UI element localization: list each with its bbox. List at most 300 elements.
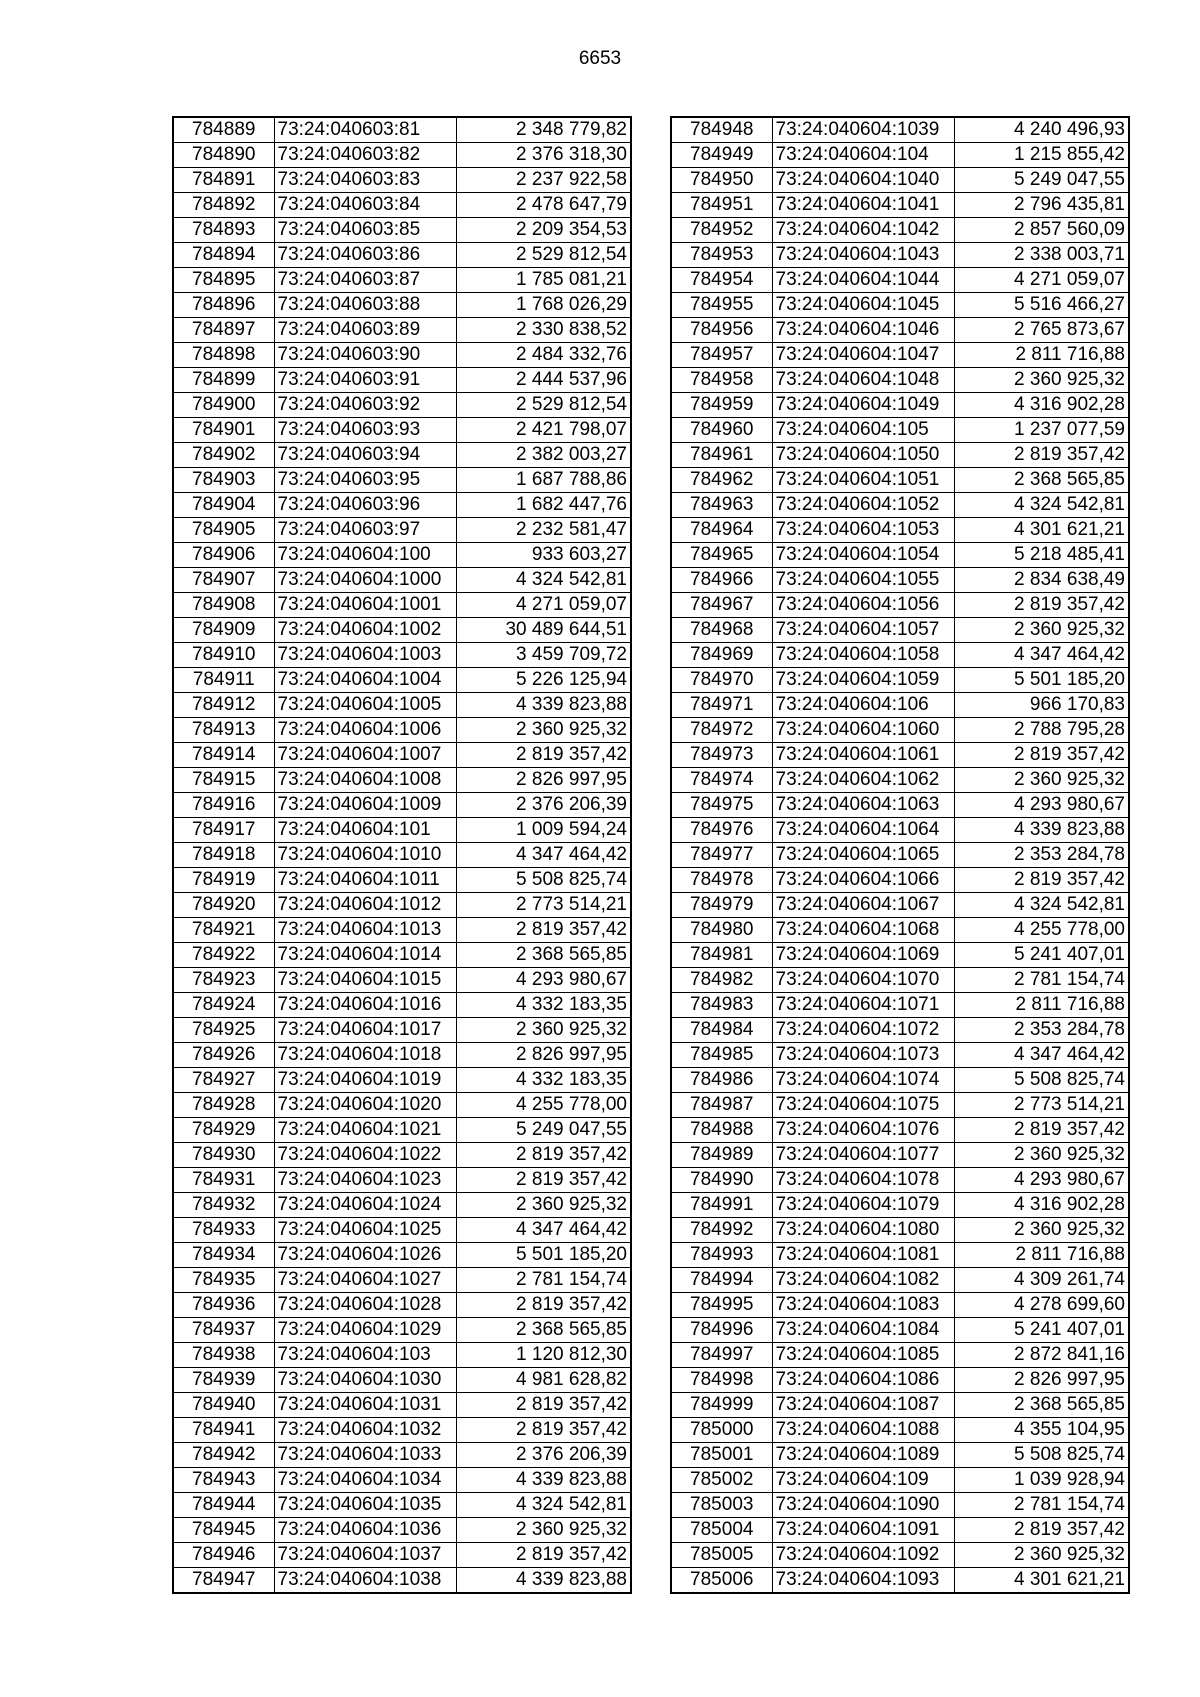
row-number-cell: 784960 (671, 418, 772, 443)
row-number-cell: 784901 (173, 418, 274, 443)
row-number-cell: 784983 (671, 993, 772, 1018)
value-cell: 4 316 902,28 (954, 1193, 1129, 1218)
value-cell: 2 484 332,76 (456, 343, 631, 368)
row-number-cell: 784938 (173, 1343, 274, 1368)
table-row (173, 1393, 631, 1418)
cadastral-number-cell: 73:24:040604:1066 (772, 868, 954, 893)
row-number-cell: 784889 (173, 117, 274, 143)
row-number-cell: 784926 (173, 1043, 274, 1068)
table-row (671, 943, 1129, 968)
row-number-cell: 784908 (173, 593, 274, 618)
table-row (671, 1568, 1129, 1594)
value-cell: 4 316 902,28 (954, 393, 1129, 418)
cadastral-number-cell: 73:24:040603:84 (274, 193, 456, 218)
table-row (173, 993, 631, 1018)
row-number-cell: 784975 (671, 793, 772, 818)
table-row (671, 318, 1129, 343)
cadastral-number-cell: 73:24:040604:1033 (274, 1443, 456, 1468)
table-row (671, 493, 1129, 518)
cadastral-number-cell: 73:24:040604:1082 (772, 1268, 954, 1293)
table-row (173, 117, 631, 143)
cadastral-number-cell: 73:24:040604:106 (772, 693, 954, 718)
value-cell: 4 981 628,82 (456, 1368, 631, 1393)
value-cell: 2 811 716,88 (954, 993, 1129, 1018)
cadastral-number-cell: 73:24:040604:1052 (772, 493, 954, 518)
row-number-cell: 784958 (671, 368, 772, 393)
table-row (671, 368, 1129, 393)
cadastral-number-cell: 73:24:040604:1048 (772, 368, 954, 393)
cadastral-number-cell: 73:24:040604:1030 (274, 1368, 456, 1393)
table-row (173, 1243, 631, 1268)
row-number-cell: 784898 (173, 343, 274, 368)
value-cell: 4 347 464,42 (954, 1043, 1129, 1068)
row-number-cell: 784914 (173, 743, 274, 768)
value-cell: 2 529 812,54 (456, 393, 631, 418)
cadastral-number-cell: 73:24:040603:94 (274, 443, 456, 468)
value-cell: 1 120 812,30 (456, 1343, 631, 1368)
row-number-cell: 784911 (173, 668, 274, 693)
table-row (173, 768, 631, 793)
value-cell: 1 682 447,76 (456, 493, 631, 518)
value-cell: 5 218 485,41 (954, 543, 1129, 568)
cadastral-number-cell: 73:24:040604:1012 (274, 893, 456, 918)
value-cell: 30 489 644,51 (456, 618, 631, 643)
table-row (671, 393, 1129, 418)
value-cell: 2 360 925,32 (954, 1218, 1129, 1243)
table-row (173, 743, 631, 768)
row-number-cell: 784991 (671, 1193, 772, 1218)
table-row (671, 1068, 1129, 1093)
cadastral-number-cell: 73:24:040604:1072 (772, 1018, 954, 1043)
cadastral-number-cell: 73:24:040604:1014 (274, 943, 456, 968)
value-cell: 2 368 565,85 (456, 943, 631, 968)
row-number-cell: 784933 (173, 1218, 274, 1243)
value-cell: 2 796 435,81 (954, 193, 1129, 218)
row-number-cell: 784973 (671, 743, 772, 768)
row-number-cell: 785000 (671, 1418, 772, 1443)
table-row (671, 1043, 1129, 1068)
value-cell: 2 209 354,53 (456, 218, 631, 243)
cadastral-number-cell: 73:24:040604:103 (274, 1343, 456, 1368)
table-row (173, 368, 631, 393)
value-cell: 4 347 464,42 (456, 843, 631, 868)
row-number-cell: 784986 (671, 1068, 772, 1093)
cadastral-number-cell: 73:24:040604:1027 (274, 1268, 456, 1293)
table-row (173, 1218, 631, 1243)
cadastral-number-cell: 73:24:040604:1038 (274, 1568, 456, 1594)
value-cell: 4 271 059,07 (456, 593, 631, 618)
cadastral-number-cell: 73:24:040604:1055 (772, 568, 954, 593)
value-cell: 2 376 206,39 (456, 1443, 631, 1468)
row-number-cell: 784923 (173, 968, 274, 993)
cadastral-number-cell: 73:24:040604:1078 (772, 1168, 954, 1193)
value-cell: 2 353 284,78 (954, 1018, 1129, 1043)
table-row (173, 493, 631, 518)
value-cell: 2 765 873,67 (954, 318, 1129, 343)
cadastral-number-cell: 73:24:040604:1046 (772, 318, 954, 343)
value-cell: 4 293 980,67 (954, 1168, 1129, 1193)
table-row (173, 1168, 631, 1193)
row-number-cell: 784905 (173, 518, 274, 543)
row-number-cell: 784962 (671, 468, 772, 493)
cadastral-number-cell: 73:24:040604:1018 (274, 1043, 456, 1068)
value-cell: 2 834 638,49 (954, 568, 1129, 593)
row-number-cell: 784997 (671, 1343, 772, 1368)
value-cell: 2 376 206,39 (456, 793, 631, 818)
value-cell: 2 819 357,42 (954, 868, 1129, 893)
cadastral-number-cell: 73:24:040604:1058 (772, 643, 954, 668)
row-number-cell: 784952 (671, 218, 772, 243)
row-number-cell: 784943 (173, 1468, 274, 1493)
value-cell: 2 819 357,42 (456, 1168, 631, 1193)
cadastral-number-cell: 73:24:040604:1080 (772, 1218, 954, 1243)
value-cell: 2 360 925,32 (456, 1193, 631, 1218)
table-row (671, 1293, 1129, 1318)
cadastral-number-cell: 73:24:040604:1042 (772, 218, 954, 243)
value-cell: 2 368 565,85 (954, 468, 1129, 493)
row-number-cell: 784939 (173, 1368, 274, 1393)
table-row (173, 1068, 631, 1093)
row-number-cell: 784896 (173, 293, 274, 318)
table-row (671, 1343, 1129, 1368)
cadastral-number-cell: 73:24:040604:1021 (274, 1118, 456, 1143)
value-cell: 2 478 647,79 (456, 193, 631, 218)
table-row (173, 918, 631, 943)
table-row (173, 868, 631, 893)
value-cell: 2 232 581,47 (456, 518, 631, 543)
table-row (671, 543, 1129, 568)
cadastral-number-cell: 73:24:040603:97 (274, 518, 456, 543)
row-number-cell: 784979 (671, 893, 772, 918)
table-row (173, 418, 631, 443)
row-number-cell: 785004 (671, 1518, 772, 1543)
cadastral-number-cell: 73:24:040604:1056 (772, 593, 954, 618)
row-number-cell: 785005 (671, 1543, 772, 1568)
cadastral-number-cell: 73:24:040604:1050 (772, 443, 954, 468)
row-number-cell: 784987 (671, 1093, 772, 1118)
row-number-cell: 784968 (671, 618, 772, 643)
cadastral-number-cell: 73:24:040604:1087 (772, 1393, 954, 1418)
value-cell: 2 819 357,42 (456, 1543, 631, 1568)
row-number-cell: 784936 (173, 1293, 274, 1318)
table-row (173, 1543, 631, 1568)
registry-table-left (172, 116, 632, 1594)
value-cell: 5 508 825,74 (954, 1443, 1129, 1468)
value-cell: 4 255 778,00 (456, 1093, 631, 1118)
row-number-cell: 784951 (671, 193, 772, 218)
value-cell: 2 819 357,42 (954, 743, 1129, 768)
table-row (671, 117, 1129, 143)
cadastral-number-cell: 73:24:040604:1000 (274, 568, 456, 593)
table-row (173, 318, 631, 343)
value-cell: 2 826 997,95 (456, 1043, 631, 1068)
table-row (173, 393, 631, 418)
table-row (671, 1543, 1129, 1568)
value-cell: 2 781 154,74 (954, 1493, 1129, 1518)
cadastral-number-cell: 73:24:040604:1074 (772, 1068, 954, 1093)
table-row (671, 843, 1129, 868)
table-row (173, 568, 631, 593)
cadastral-number-cell: 73:24:040604:1022 (274, 1143, 456, 1168)
value-cell: 5 501 185,20 (456, 1243, 631, 1268)
cadastral-number-cell: 73:24:040604:1088 (772, 1418, 954, 1443)
table-row (173, 1043, 631, 1068)
cadastral-number-cell: 73:24:040604:1041 (772, 193, 954, 218)
row-number-cell: 784947 (173, 1568, 274, 1594)
value-cell: 2 360 925,32 (456, 1518, 631, 1543)
value-cell: 2 811 716,88 (954, 343, 1129, 368)
row-number-cell: 784990 (671, 1168, 772, 1193)
row-number-cell: 784999 (671, 1393, 772, 1418)
value-cell: 2 360 925,32 (954, 768, 1129, 793)
table-row (671, 1418, 1129, 1443)
row-number-cell: 784907 (173, 568, 274, 593)
value-cell: 4 339 823,88 (456, 1468, 631, 1493)
value-cell: 2 444 537,96 (456, 368, 631, 393)
value-cell: 4 339 823,88 (954, 818, 1129, 843)
value-cell: 5 241 407,01 (954, 943, 1129, 968)
table-row (173, 843, 631, 868)
row-number-cell: 784904 (173, 493, 274, 518)
row-number-cell: 785003 (671, 1493, 772, 1518)
table-row (173, 643, 631, 668)
cadastral-number-cell: 73:24:040604:1016 (274, 993, 456, 1018)
row-number-cell: 784928 (173, 1093, 274, 1118)
table-row (173, 1368, 631, 1393)
cadastral-number-cell: 73:24:040603:83 (274, 168, 456, 193)
table-row (671, 468, 1129, 493)
row-number-cell: 784953 (671, 243, 772, 268)
table-row (671, 1218, 1129, 1243)
table-row (671, 1243, 1129, 1268)
table-row (671, 143, 1129, 168)
value-cell: 4 347 464,42 (954, 643, 1129, 668)
row-number-cell: 784900 (173, 393, 274, 418)
value-cell: 4 271 059,07 (954, 268, 1129, 293)
cadastral-number-cell: 73:24:040604:1081 (772, 1243, 954, 1268)
value-cell: 2 826 997,95 (456, 768, 631, 793)
cadastral-number-cell: 73:24:040604:1025 (274, 1218, 456, 1243)
value-cell: 2 819 357,42 (456, 918, 631, 943)
table-row (671, 443, 1129, 468)
row-number-cell: 784937 (173, 1318, 274, 1343)
value-cell: 5 508 825,74 (954, 1068, 1129, 1093)
cadastral-number-cell: 73:24:040604:1007 (274, 743, 456, 768)
cadastral-number-cell: 73:24:040604:1040 (772, 168, 954, 193)
table-row (671, 618, 1129, 643)
cadastral-number-cell: 73:24:040603:88 (274, 293, 456, 318)
cadastral-number-cell: 73:24:040604:1079 (772, 1193, 954, 1218)
value-cell: 4 293 980,67 (954, 793, 1129, 818)
table-row (671, 168, 1129, 193)
cadastral-number-cell: 73:24:040604:105 (772, 418, 954, 443)
row-number-cell: 784966 (671, 568, 772, 593)
value-cell: 2 819 357,42 (456, 1418, 631, 1443)
cadastral-number-cell: 73:24:040604:104 (772, 143, 954, 168)
table-row (173, 1418, 631, 1443)
value-cell: 2 330 838,52 (456, 318, 631, 343)
row-number-cell: 784930 (173, 1143, 274, 1168)
row-number-cell: 784918 (173, 843, 274, 868)
value-cell: 4 301 621,21 (954, 1568, 1129, 1594)
cadastral-number-cell: 73:24:040603:91 (274, 368, 456, 393)
row-number-cell: 784894 (173, 243, 274, 268)
table-row (671, 1093, 1129, 1118)
row-number-cell: 784892 (173, 193, 274, 218)
table-row (173, 543, 631, 568)
cadastral-number-cell: 73:24:040604:1070 (772, 968, 954, 993)
row-number-cell: 784891 (173, 168, 274, 193)
row-number-cell: 784995 (671, 1293, 772, 1318)
table-row (671, 1018, 1129, 1043)
value-cell: 4 355 104,95 (954, 1418, 1129, 1443)
cadastral-number-cell: 73:24:040603:92 (274, 393, 456, 418)
row-number-cell: 784998 (671, 1368, 772, 1393)
table-row (671, 643, 1129, 668)
row-number-cell: 784949 (671, 143, 772, 168)
row-number-cell: 785002 (671, 1468, 772, 1493)
table-row (671, 1443, 1129, 1468)
row-number-cell: 784971 (671, 693, 772, 718)
cadastral-number-cell: 73:24:040604:1092 (772, 1543, 954, 1568)
cadastral-number-cell: 73:24:040604:1061 (772, 743, 954, 768)
value-cell: 1 785 081,21 (456, 268, 631, 293)
value-cell: 2 773 514,21 (954, 1093, 1129, 1118)
value-cell: 4 293 980,67 (456, 968, 631, 993)
cadastral-number-cell: 73:24:040604:1071 (772, 993, 954, 1018)
cadastral-number-cell: 73:24:040603:93 (274, 418, 456, 443)
table-row (671, 993, 1129, 1018)
row-number-cell: 784980 (671, 918, 772, 943)
cadastral-number-cell: 73:24:040604:1057 (772, 618, 954, 643)
row-number-cell: 784919 (173, 868, 274, 893)
table-row (173, 1268, 631, 1293)
cadastral-number-cell: 73:24:040604:1068 (772, 918, 954, 943)
cadastral-number-cell: 73:24:040604:1003 (274, 643, 456, 668)
cadastral-number-cell: 73:24:040604:1089 (772, 1443, 954, 1468)
value-cell: 2 781 154,74 (456, 1268, 631, 1293)
row-number-cell: 784944 (173, 1493, 274, 1518)
row-number-cell: 784994 (671, 1268, 772, 1293)
row-number-cell: 784989 (671, 1143, 772, 1168)
table-row (671, 193, 1129, 218)
value-cell: 1 768 026,29 (456, 293, 631, 318)
row-number-cell: 784965 (671, 543, 772, 568)
value-cell: 4 332 183,35 (456, 1068, 631, 1093)
cadastral-number-cell: 73:24:040603:85 (274, 218, 456, 243)
cadastral-number-cell: 73:24:040604:1002 (274, 618, 456, 643)
value-cell: 2 360 925,32 (954, 1143, 1129, 1168)
value-cell: 933 603,27 (456, 543, 631, 568)
value-cell: 2 819 357,42 (456, 743, 631, 768)
table-row (173, 943, 631, 968)
row-number-cell: 784893 (173, 218, 274, 243)
table-row (173, 593, 631, 618)
value-cell: 2 819 357,42 (954, 593, 1129, 618)
table-row (671, 768, 1129, 793)
cadastral-number-cell: 73:24:040604:1005 (274, 693, 456, 718)
row-number-cell: 784946 (173, 1543, 274, 1568)
cadastral-number-cell: 73:24:040604:1060 (772, 718, 954, 743)
cadastral-number-cell: 73:24:040603:90 (274, 343, 456, 368)
value-cell: 4 240 496,93 (954, 117, 1129, 143)
cadastral-number-cell: 73:24:040604:1015 (274, 968, 456, 993)
value-cell: 5 241 407,01 (954, 1318, 1129, 1343)
value-cell: 2 338 003,71 (954, 243, 1129, 268)
row-number-cell: 784981 (671, 943, 772, 968)
cadastral-number-cell: 73:24:040604:1023 (274, 1168, 456, 1193)
row-number-cell: 784956 (671, 318, 772, 343)
row-number-cell: 784976 (671, 818, 772, 843)
row-number-cell: 784913 (173, 718, 274, 743)
cadastral-number-cell: 73:24:040604:1064 (772, 818, 954, 843)
row-number-cell: 784950 (671, 168, 772, 193)
cadastral-number-cell: 73:24:040604:1075 (772, 1093, 954, 1118)
cadastral-number-cell: 73:24:040603:86 (274, 243, 456, 268)
cadastral-number-cell: 73:24:040604:1004 (274, 668, 456, 693)
value-cell: 4 301 621,21 (954, 518, 1129, 543)
table-row (671, 743, 1129, 768)
cadastral-number-cell: 73:24:040604:1037 (274, 1543, 456, 1568)
table-row (671, 1368, 1129, 1393)
table-row (173, 1018, 631, 1043)
row-number-cell: 784978 (671, 868, 772, 893)
row-number-cell: 784945 (173, 1518, 274, 1543)
cadastral-number-cell: 73:24:040604:1011 (274, 868, 456, 893)
cadastral-number-cell: 73:24:040604:1063 (772, 793, 954, 818)
value-cell: 5 516 466,27 (954, 293, 1129, 318)
cadastral-number-cell: 73:24:040604:1008 (274, 768, 456, 793)
row-number-cell: 784948 (671, 117, 772, 143)
cadastral-number-cell: 73:24:040604:1073 (772, 1043, 954, 1068)
row-number-cell: 784899 (173, 368, 274, 393)
value-cell: 1 215 855,42 (954, 143, 1129, 168)
cadastral-number-cell: 73:24:040604:1054 (772, 543, 954, 568)
table-row (671, 1318, 1129, 1343)
table-row (173, 193, 631, 218)
cadastral-number-cell: 73:24:040604:1069 (772, 943, 954, 968)
cadastral-number-cell: 73:24:040604:1085 (772, 1343, 954, 1368)
row-number-cell: 784977 (671, 843, 772, 868)
value-cell: 2 872 841,16 (954, 1343, 1129, 1368)
value-cell: 4 309 261,74 (954, 1268, 1129, 1293)
table-row (671, 793, 1129, 818)
cadastral-number-cell: 73:24:040604:1084 (772, 1318, 954, 1343)
table-row (173, 618, 631, 643)
cadastral-number-cell: 73:24:040604:1019 (274, 1068, 456, 1093)
value-cell: 4 339 823,88 (456, 1568, 631, 1594)
value-cell: 4 324 542,81 (954, 893, 1129, 918)
value-cell: 5 249 047,55 (456, 1118, 631, 1143)
value-cell: 3 459 709,72 (456, 643, 631, 668)
row-number-cell: 784942 (173, 1443, 274, 1468)
row-number-cell: 785006 (671, 1568, 772, 1594)
cadastral-number-cell: 73:24:040604:1083 (772, 1293, 954, 1318)
row-number-cell: 784929 (173, 1118, 274, 1143)
table-row (173, 668, 631, 693)
value-cell: 2 368 565,85 (954, 1393, 1129, 1418)
value-cell: 4 347 464,42 (456, 1218, 631, 1243)
value-cell: 2 819 357,42 (954, 443, 1129, 468)
cadastral-number-cell: 73:24:040604:1010 (274, 843, 456, 868)
row-number-cell: 784922 (173, 943, 274, 968)
row-number-cell: 784964 (671, 518, 772, 543)
value-cell: 1 009 594,24 (456, 818, 631, 843)
row-number-cell: 784935 (173, 1268, 274, 1293)
cadastral-number-cell: 73:24:040604:109 (772, 1468, 954, 1493)
cadastral-number-cell: 73:24:040604:1024 (274, 1193, 456, 1218)
row-number-cell: 784972 (671, 718, 772, 743)
